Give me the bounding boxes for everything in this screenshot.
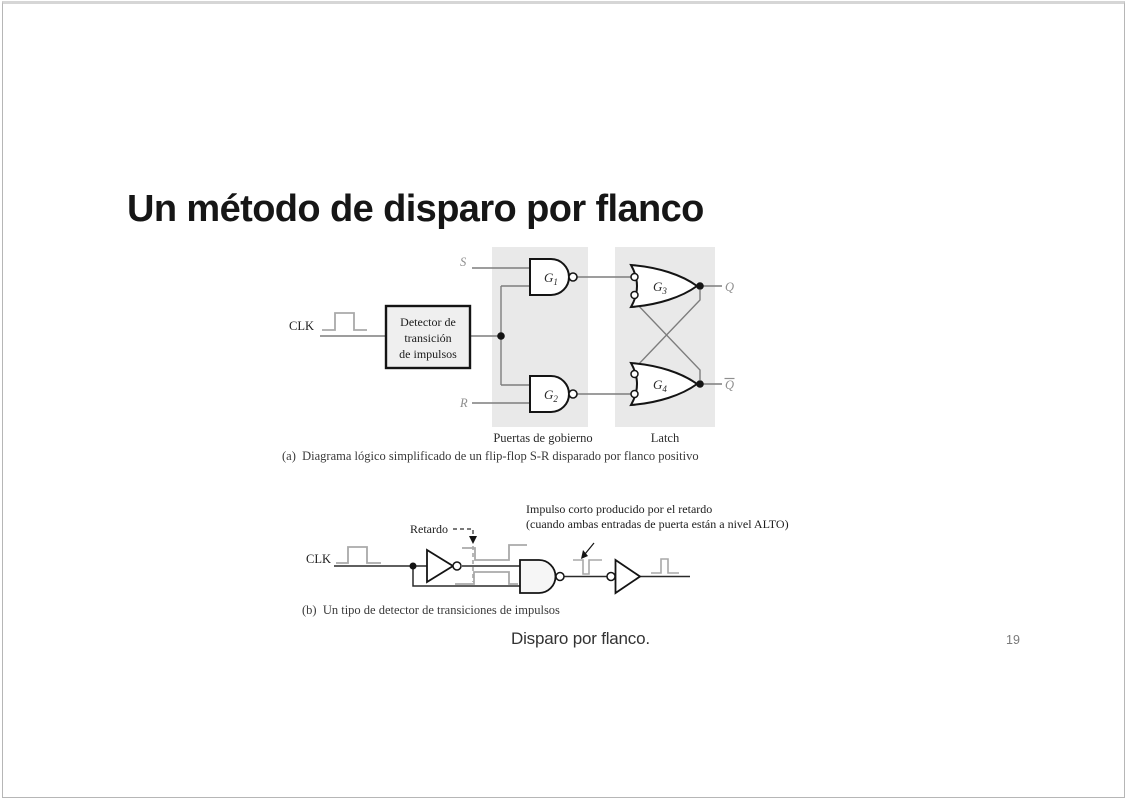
- g3-input-bubble-top: [631, 274, 638, 281]
- slide-frame: [2, 1, 1125, 798]
- clk-label-b: CLK: [306, 552, 331, 566]
- output-positive-pulse-waveform: [651, 559, 679, 573]
- short-negative-pulse-waveform: [573, 560, 602, 574]
- q-output-label: Q: [725, 280, 735, 294]
- junction-dot-qbar: [696, 380, 704, 388]
- note-line1: Impulso corto producido por el retardo: [526, 502, 713, 516]
- inverter-1: [427, 550, 461, 582]
- figure-b: [306, 502, 789, 593]
- s-input-label: S: [460, 255, 467, 269]
- figure-a: [289, 247, 735, 445]
- delay-leader-line: [453, 529, 473, 537]
- junction-dot-detector-output: [497, 332, 505, 340]
- junction-dot-clk-b: [410, 563, 417, 570]
- detector-box-line2: transición: [404, 331, 452, 345]
- g4-input-bubble-bottom: [631, 391, 638, 398]
- junction-dot-q: [696, 282, 704, 290]
- footer-caption: Disparo por flanco.: [511, 629, 650, 648]
- g3-input-bubble-bottom: [631, 292, 638, 299]
- detector-box-line3: de impulsos: [399, 347, 457, 361]
- g1-output-bubble: [569, 273, 577, 281]
- band-latch-label: Latch: [650, 431, 680, 445]
- circuit-figures: [3, 4, 1128, 804]
- clk-pulse-waveform-b: [336, 547, 381, 563]
- delayed-inverted-waveform: [462, 545, 527, 560]
- detector-box-line1: Detector de: [400, 315, 456, 329]
- svg-text:G4: $G_4$: [653, 377, 667, 394]
- svg-text:G3: $G_3$: [653, 279, 667, 296]
- nand-gate-b: [520, 560, 564, 593]
- g2-output-bubble: [569, 390, 577, 398]
- note-line2: (cuando ambas entradas de puerta están a nivel ALTO): [526, 517, 789, 531]
- r-input-label: R: [460, 396, 468, 410]
- page-number: 19: [1006, 633, 1020, 647]
- figure-b-caption: (b) Un tipo de detector de transiciones de impulsos: [302, 603, 560, 617]
- figure-a-caption: (a) Diagrama lógico simplificado de un flip-flop S-R disparado por flanco positivo: [282, 449, 699, 463]
- inverter-2-input-bubble: [607, 573, 615, 581]
- note-arrow-line: [585, 543, 594, 554]
- inverter-1-output-bubble: [453, 562, 461, 570]
- qbar-output-label: Q: [725, 378, 735, 392]
- svg-text:G1: $G_1$: [544, 270, 558, 287]
- slide-title: Un método de disparo por flanco: [127, 188, 704, 230]
- band-gobierno-label: Puertas de gobierno: [493, 431, 593, 445]
- clk-pulse-waveform-a: [322, 313, 367, 330]
- direct-clk-waveform: [455, 572, 518, 584]
- g4-input-bubble-top: [631, 371, 638, 378]
- nand-output-bubble: [556, 573, 564, 581]
- delay-arrowhead: [469, 536, 477, 544]
- delay-label: Retardo: [410, 522, 448, 536]
- clk-label-a: CLK: [289, 319, 314, 333]
- inverter-2: [607, 560, 640, 593]
- svg-text:G2: $G_2$: [544, 387, 558, 404]
